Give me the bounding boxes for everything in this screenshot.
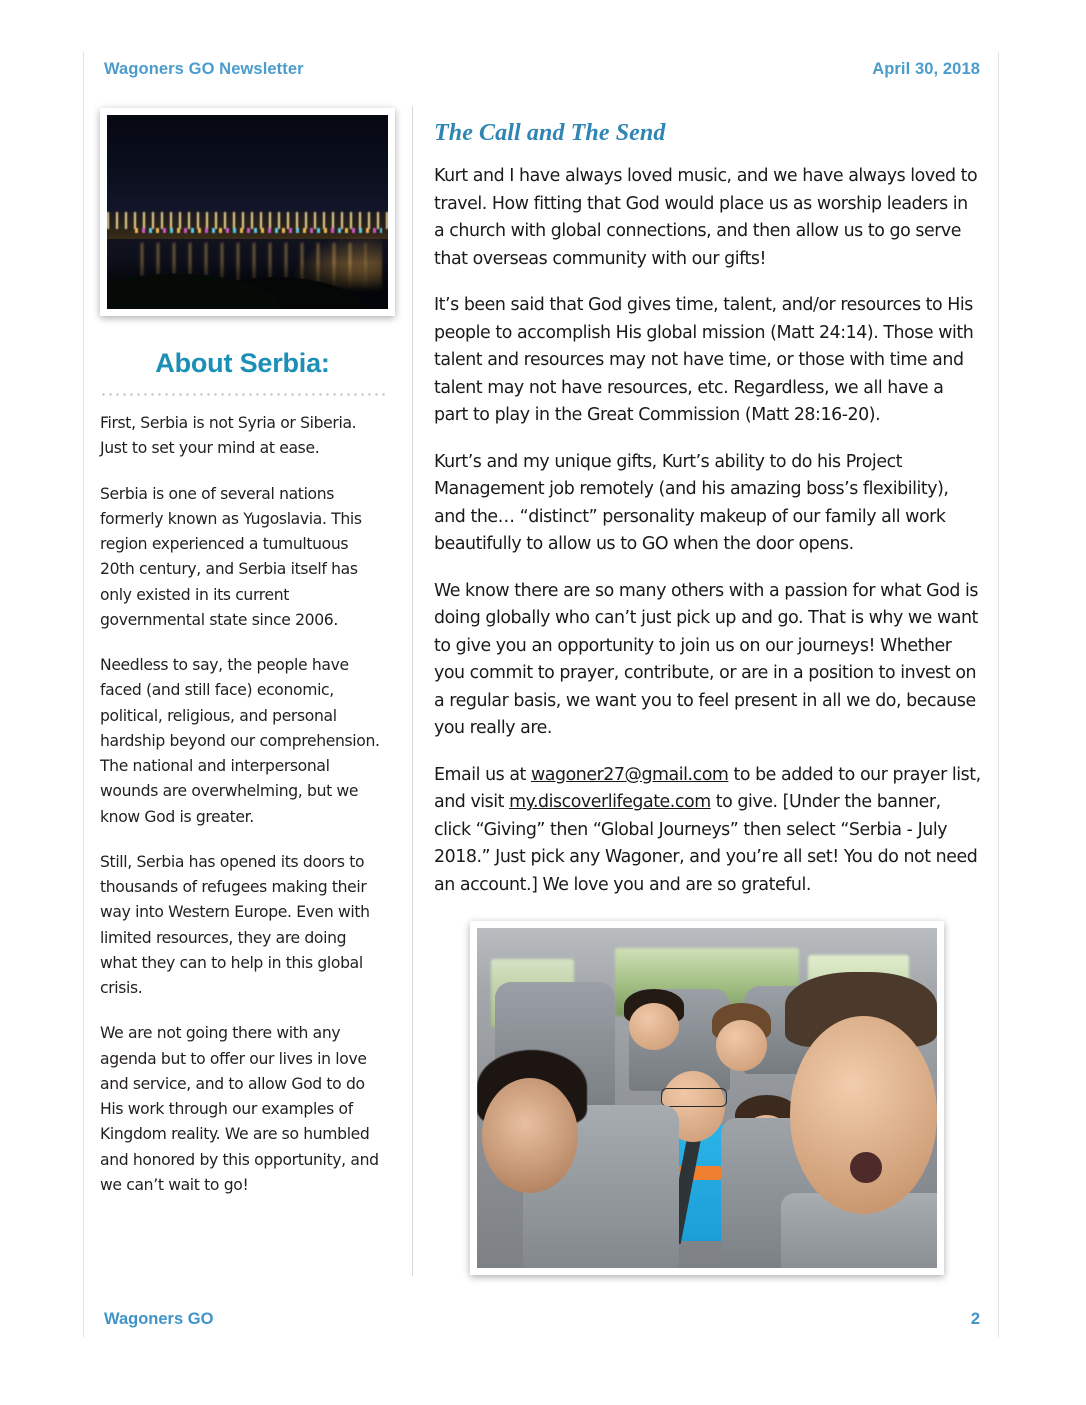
page-header: [104, 60, 980, 79]
left-margin-rule: [83, 52, 84, 1337]
column-divider-rule: [412, 106, 413, 1276]
website-link[interactable]: my.discoverlifegate.com: [509, 792, 711, 812]
contact-text-before-email: Email us at: [434, 764, 531, 785]
serbia-night-photo: [100, 108, 395, 316]
right-column: [434, 120, 982, 1275]
article-paragraph-2: It’s been said that God gives time, talent, and/or resources to His people to accomplish His global mission (Matt 24:14). Those with talent and resources may not have time, or those with time and talent may not have resources, etc. Regardless, we all have a part to play in the Great Commission (Matt 28:16-20).: [434, 295, 974, 425]
left-paragraph-3: Needless to say, the people have faced (and still face) economic, political, religious, and personal hardship beyond our comprehension. The national and interpersonal wounds are overwhelming, but we know God is greater.: [100, 656, 380, 826]
footer-page-number: 2: [970, 1310, 980, 1328]
family-photo-wrapper: [434, 921, 982, 1275]
left-paragraph-1: First, Serbia is not Syria or Siberia. Just to set your mind at ease.: [100, 414, 357, 458]
left-column: [100, 108, 385, 1218]
article-paragraph-4: We know there are so many others with a passion for what God is doing globally who can’t just pick up and go. That is why we want to give you an opportunity to join us on our journeys! Whether you commit to prayer, contribute, or are in a position to invest on a regular basis, we want you to feel present in all we do, because you really are.: [434, 580, 979, 738]
article-paragraph-3: Kurt’s and my unique gifts, Kurt’s ability to do his Project Management job remotely (and his amazing boss’s flexibility), and the… “distinct” personality makeup of our family all work beautifully to allow us to GO when the door opens.: [434, 451, 949, 554]
contact-paragraph: [434, 762, 982, 900]
page-footer: [104, 1310, 980, 1329]
article-paragraph-1: Kurt and I have always loved music, and we have always loved to travel. How fitting that God would place us as worship leaders in a church with global connections, and then allow us to go serve that overseas community with our gifts!: [434, 166, 978, 269]
header-date: April 30, 2018: [872, 60, 980, 78]
left-paragraph-5: We are not going there with any agenda but to offer our lives in love and service, and to allow God to do His work through our examples of Kingdom reality. We are so humbled and honored by this opportunity, and we can’t wait to go!: [100, 1024, 379, 1194]
about-serbia-heading: About Serbia:: [155, 348, 330, 378]
left-paragraph-4: Still, Serbia has opened its doors to thousands of refugees making their way into Western Europe. Even with limited resources, they are doing what they can to help in this global crisis.: [100, 852, 370, 997]
contact-text-after-website: to give. [Under the banner, click “Giving” then “Global Journeys” then select “Serbia - July 2018.” Just pick any Wagoner, and you’re all set! You do not need an account.] We love you and are so grateful.: [434, 792, 978, 895]
article-title: The Call and The Send: [434, 120, 666, 146]
email-link[interactable]: wagoner27@gmail.com: [531, 764, 729, 785]
contact-text-between: to be added to our prayer list, and visit: [434, 764, 981, 812]
footer-title: Wagoners GO: [104, 1310, 214, 1328]
left-paragraph-2: Serbia is one of several nations formerly known as Yugoslavia. This region experienced a tumultuous 20th century, and Serbia itself has only existed in its current governmental state since 2006.: [100, 484, 362, 629]
header-title: Wagoners GO Newsletter: [104, 60, 304, 78]
family-van-photo: [470, 921, 944, 1275]
dotted-divider: [100, 393, 385, 396]
right-margin-rule: [998, 52, 999, 1337]
